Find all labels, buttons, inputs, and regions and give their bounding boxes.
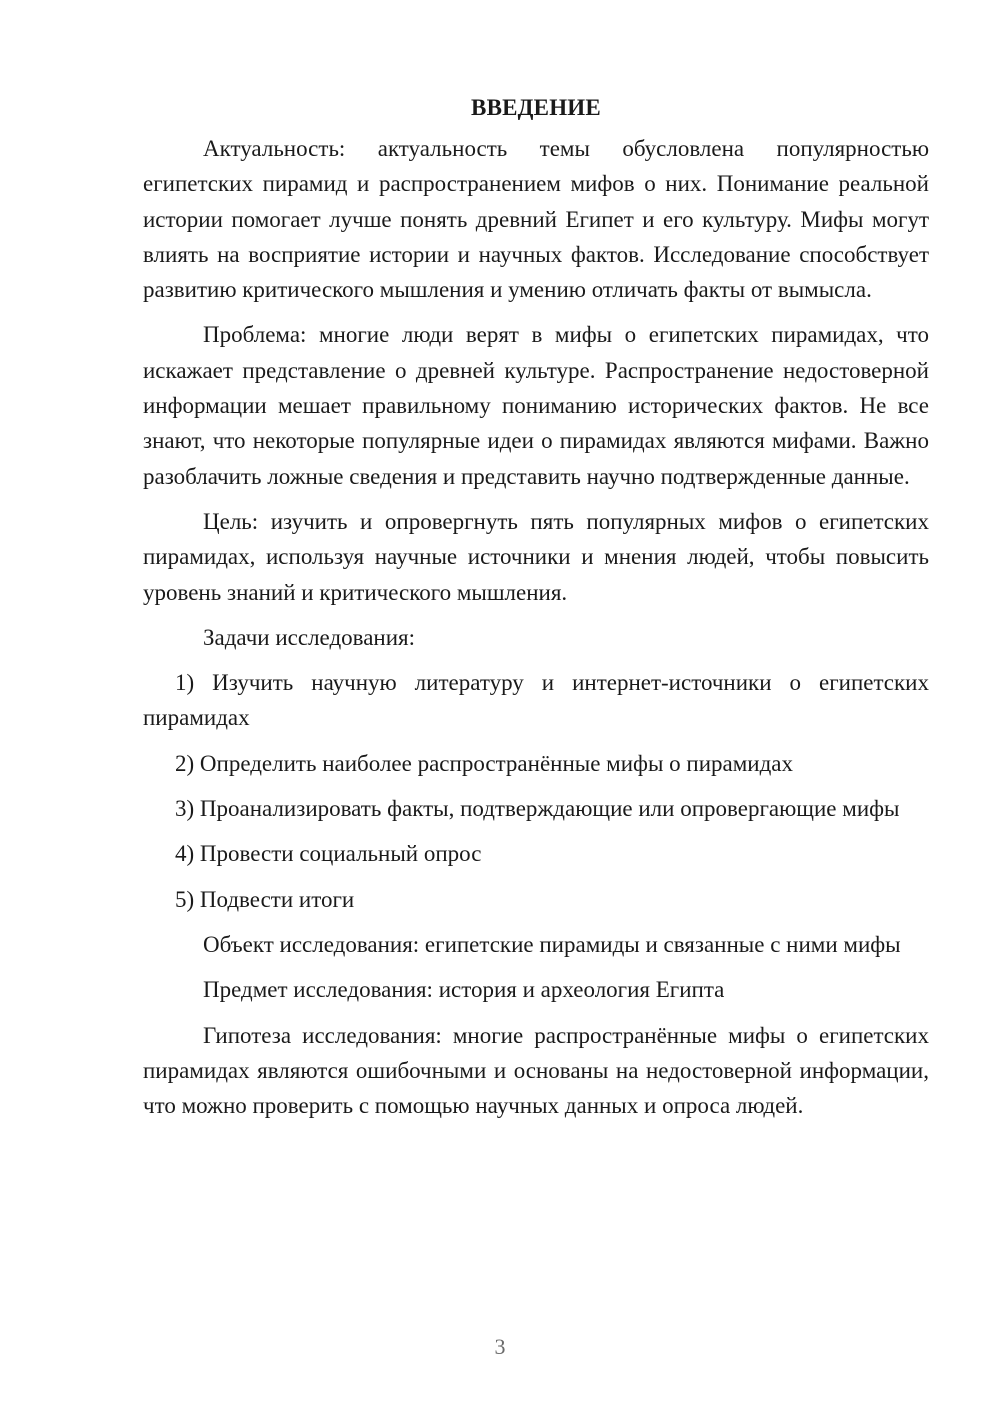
subject-paragraph: Предмет исследования: история и археология Египта <box>203 977 725 1003</box>
page-title: ВВЕДЕНИЕ <box>471 95 601 120</box>
task-item-2: 2) Определить наиболее распространённые мифы о пирамидах <box>175 750 794 776</box>
page-content <box>143 90 929 1123</box>
task-item-5: 5) Подвести итоги <box>175 886 355 912</box>
relevance-paragraph: Актуальность: актуальность темы обусловлена популярностью египетских пирамид и распространением мифов о них. Понимание реальной истории помогает лучше понять древний Египет и его культуру. Мифы могут влиять на восприятие истории и научных фактов. Исследование способствует развитию критического мышления и умению отличать факты от вымысла. <box>143 136 929 303</box>
task-item-1: 1) Изучить научную литературу и интернет-источники о египетских пирамидах <box>143 670 929 731</box>
goal-paragraph: Цель: изучить и опровергнуть пять популярных мифов о египетских пирамидах, используя научные источники и мнения людей, чтобы повысить уровень знаний и критического мышления. <box>143 508 929 605</box>
task-item-3: 3) Проанализировать факты, подтверждающие или опровергающие мифы <box>175 796 900 822</box>
tasks-heading: Задачи исследования: <box>203 624 416 650</box>
object-paragraph: Объект исследования: египетские пирамиды и связанные с ними мифы <box>203 931 901 957</box>
page-number: 3 <box>494 1334 506 1359</box>
problem-paragraph: Проблема: многие люди верят в мифы о египетских пирамидах, что искажает представление о древней культуре. Распространение недостоверной информации мешает правильному пониманию исторических фактов. Не все знают, что некоторые популярные идеи о пирамидах являются мифами. Важно разоблачить ложные сведения и представить научно подтвержденные данные. <box>143 322 929 489</box>
task-item-4: 4) Провести социальный опрос <box>175 841 482 867</box>
hypothesis-paragraph: Гипотеза исследования: многие распространённые мифы о египетских пирамидах являются ошибочными и основаны на недостоверной информации, что можно проверить с помощью научных данных и опроса людей. <box>143 1022 929 1119</box>
